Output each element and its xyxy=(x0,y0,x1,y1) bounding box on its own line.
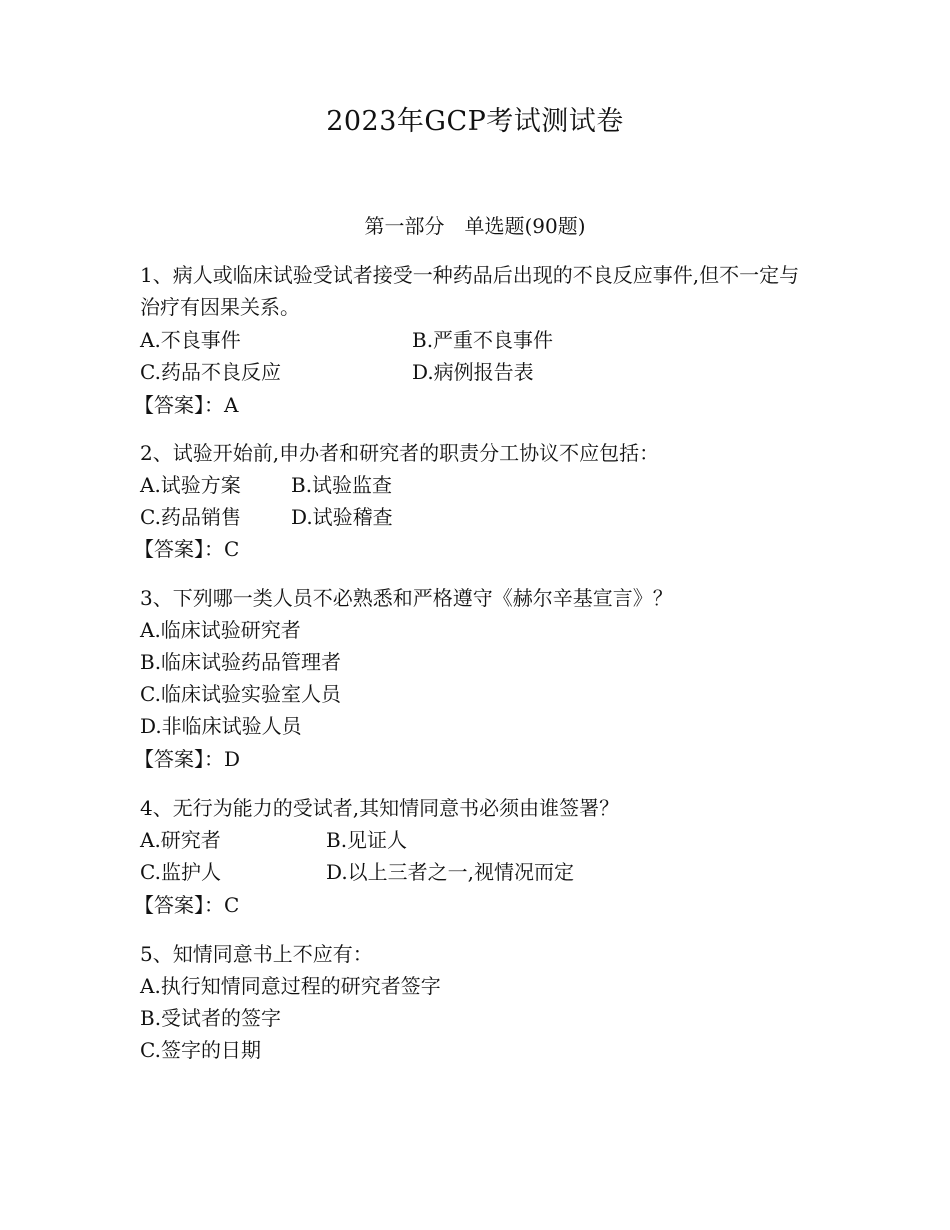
section-heading: 第一部分 单选题(90题) xyxy=(364,214,586,238)
question-4-option-b: B.见证人 xyxy=(326,828,408,852)
question-5-stem: 5、知情同意书上不应有： xyxy=(140,942,373,966)
question-1-answer: 【答案】：A xyxy=(134,393,239,417)
question-1-option-c: C.药品不良反应 xyxy=(140,360,281,384)
question-2-answer: 【答案】：C xyxy=(134,537,240,561)
question-5-option-a: A.执行知情同意过程的研究者签字 xyxy=(140,974,441,998)
question-1-option-b: B.严重不良事件 xyxy=(412,328,554,352)
question-1-stem: 1、病人或临床试验受试者接受一种药品后出现的不良反应事件,但不一定与治疗有因果关系。 xyxy=(140,263,800,319)
question-1-option-d: D.病例报告表 xyxy=(412,360,534,384)
question-3-option-c: C.临床试验实验室人员 xyxy=(140,682,341,706)
question-3-answer: 【答案】：D xyxy=(134,747,241,771)
question-4-answer: 【答案】：C xyxy=(134,893,240,917)
question-4-option-d: D.以上三者之一,视情况而定 xyxy=(326,860,575,884)
question-5-option-b: B.受试者的签字 xyxy=(140,1006,282,1030)
question-5-option-c: C.签字的日期 xyxy=(140,1038,261,1062)
question-3-option-b: B.临床试验药品管理者 xyxy=(140,650,342,674)
question-3-option-d: D.非临床试验人员 xyxy=(140,714,302,738)
question-3-stem: 3、下列哪一类人员不必熟悉和严格遵守《赫尔辛基宣言》？ xyxy=(140,586,673,610)
question-2-option-c: C.药品销售 xyxy=(140,505,241,529)
question-4-option-c: C.监护人 xyxy=(140,860,221,884)
question-3-option-a: A.临床试验研究者 xyxy=(140,618,301,642)
question-4-option-a: A.研究者 xyxy=(140,828,221,852)
page-title: 2023年GCP考试测试卷 xyxy=(326,106,624,137)
question-4-stem: 4、无行为能力的受试者,其知情同意书必须由谁签署？ xyxy=(140,796,620,820)
question-1-option-a: A.不良事件 xyxy=(140,328,241,352)
question-2-option-d: D.试验稽查 xyxy=(291,505,393,529)
question-2-stem: 2、试验开始前,申办者和研究者的职责分工协议不应包括： xyxy=(140,441,660,465)
question-2-option-b: B.试验监查 xyxy=(291,473,393,497)
question-2-option-a: A.试验方案 xyxy=(140,473,241,497)
